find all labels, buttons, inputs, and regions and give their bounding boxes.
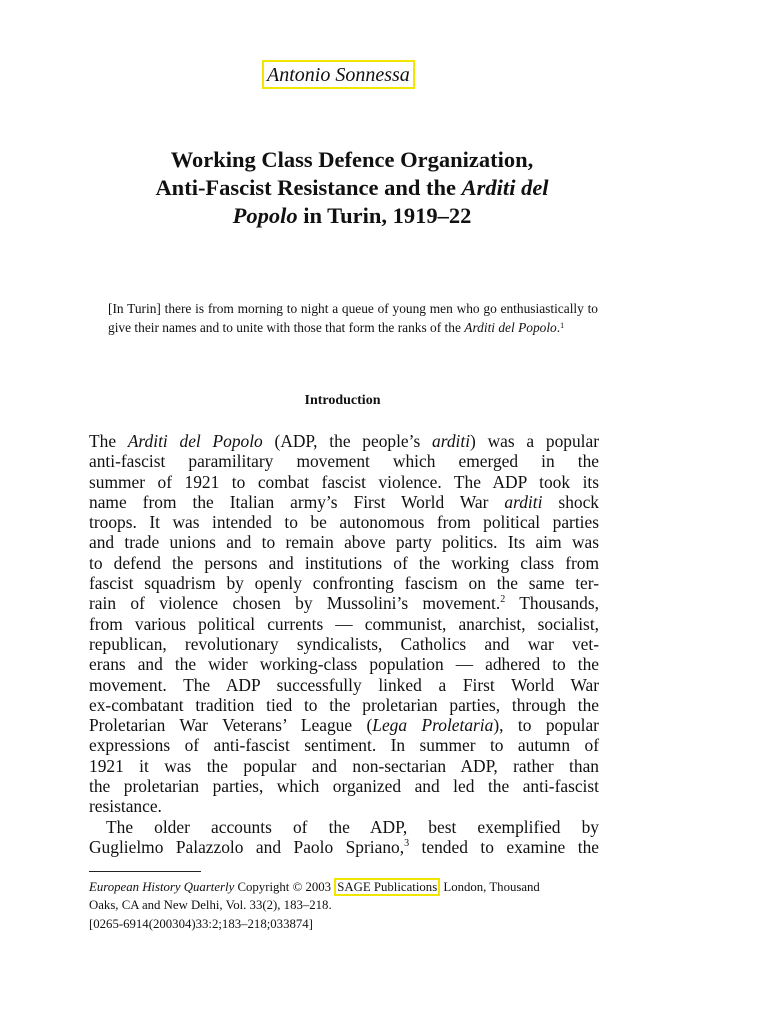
italic-term: Lega Proletaria [372,715,494,736]
title-line-3-text: in Turin, 1919–22 [297,203,472,228]
body-line: fascist squadrism by openly confronting fascism on the same ter- [89,573,599,594]
body-line: summer of 1921 to combat fascist violence. The ADP took its [89,471,599,492]
title-line-2 [96,174,608,202]
body-line: troops. It was intended to be autonomous from political parties [89,512,599,533]
copyright-text: Copyright © 2003 [234,880,335,894]
body-line: rain of violence chosen by Mussolini’s movement.$^2$ Thousands, [89,593,599,614]
body-line: to defend the persons and institutions of the working class from [89,552,599,573]
body-line: the proletarian parties, which organized and led the anti-fascist [89,776,599,797]
body-line: erans and the wider working-class population — adhered to the [89,654,599,675]
body-line: The older accounts of the ADP, best exemplified by [106,816,599,837]
footnote-ref: 2 [500,594,506,606]
body-line: republican, revolutionary syndicalists, Catholics and war vet- [89,633,599,654]
body-text [89,431,599,857]
body-line: expressions of anti-fascist sentiment. In summer to autumn of [89,735,599,756]
body-line: and trade unions and to remain above party politics. Its aim was [89,532,599,553]
title-line-2-italic: Arditi del [461,175,549,200]
author-name: Antonio Sonnessa [262,60,415,89]
body-line: ex-combatant tradition tied to the proletarian parties, through the [89,694,599,715]
epigraph-text: [In Turin] there is from morning to night a queue of young men who go enthusiastically to give their names and to unite with those that form the ranks of the [108,301,598,335]
footer-line-1 [89,878,609,896]
title-line-3-italic: Popolo [232,203,298,228]
title-line-2-text: Anti-Fascist Resistance and the [155,175,462,200]
epigraph-footnote-ref: 1 [560,320,565,330]
body-line: resistance. [89,796,162,817]
italic-term: arditi [432,431,471,451]
article-title [96,146,608,230]
publication-footer [89,878,609,933]
epigraph-tail: . [556,319,561,335]
body-line: from various political currents — communist, anarchist, socialist, [89,613,599,634]
body-line: anti-fascist paramilitary movement which emerged in the [89,451,599,472]
italic-term: arditi [504,491,543,512]
epigraph-italic: Arditi del Popolo [464,319,557,335]
italic-term: Arditi del Popolo [127,431,263,451]
title-line-1: Working Class Defence Organization, [170,147,534,172]
body-line: Guglielmo Palazzolo and Paolo Spriano,$^3$ tended to examine the [89,836,599,857]
body-line: movement. The ADP successfully linked a First World War [89,674,599,695]
journal-name: European History Quarterly [89,880,235,894]
body-line: Proletarian War Veterans’ League (Lega Proletaria), to popular [89,715,599,736]
footer-line-3: [0265-6914(200304)33:2;183–218;033874] [89,916,313,931]
footer-line-2: Oaks, CA and New Delhi, Vol. 33(2), 183–218. [89,898,332,913]
body-line: 1921 it was the popular and non-sectarian ADP, rather than [89,755,599,776]
epigraph-quote [108,300,598,337]
publisher-location: London, Thousand [440,880,540,894]
body-line: The Arditi del Popolo (ADP, the people’s arditi) was a popular [89,431,599,451]
footnote-rule [89,871,201,872]
title-line-3 [96,202,608,230]
section-heading: Introduction [304,393,381,408]
footnote-ref: 3 [404,837,410,849]
publisher-link[interactable]: SAGE Publications [334,878,440,896]
body-line: name from the Italian army’s First World War arditi shock [89,491,600,512]
